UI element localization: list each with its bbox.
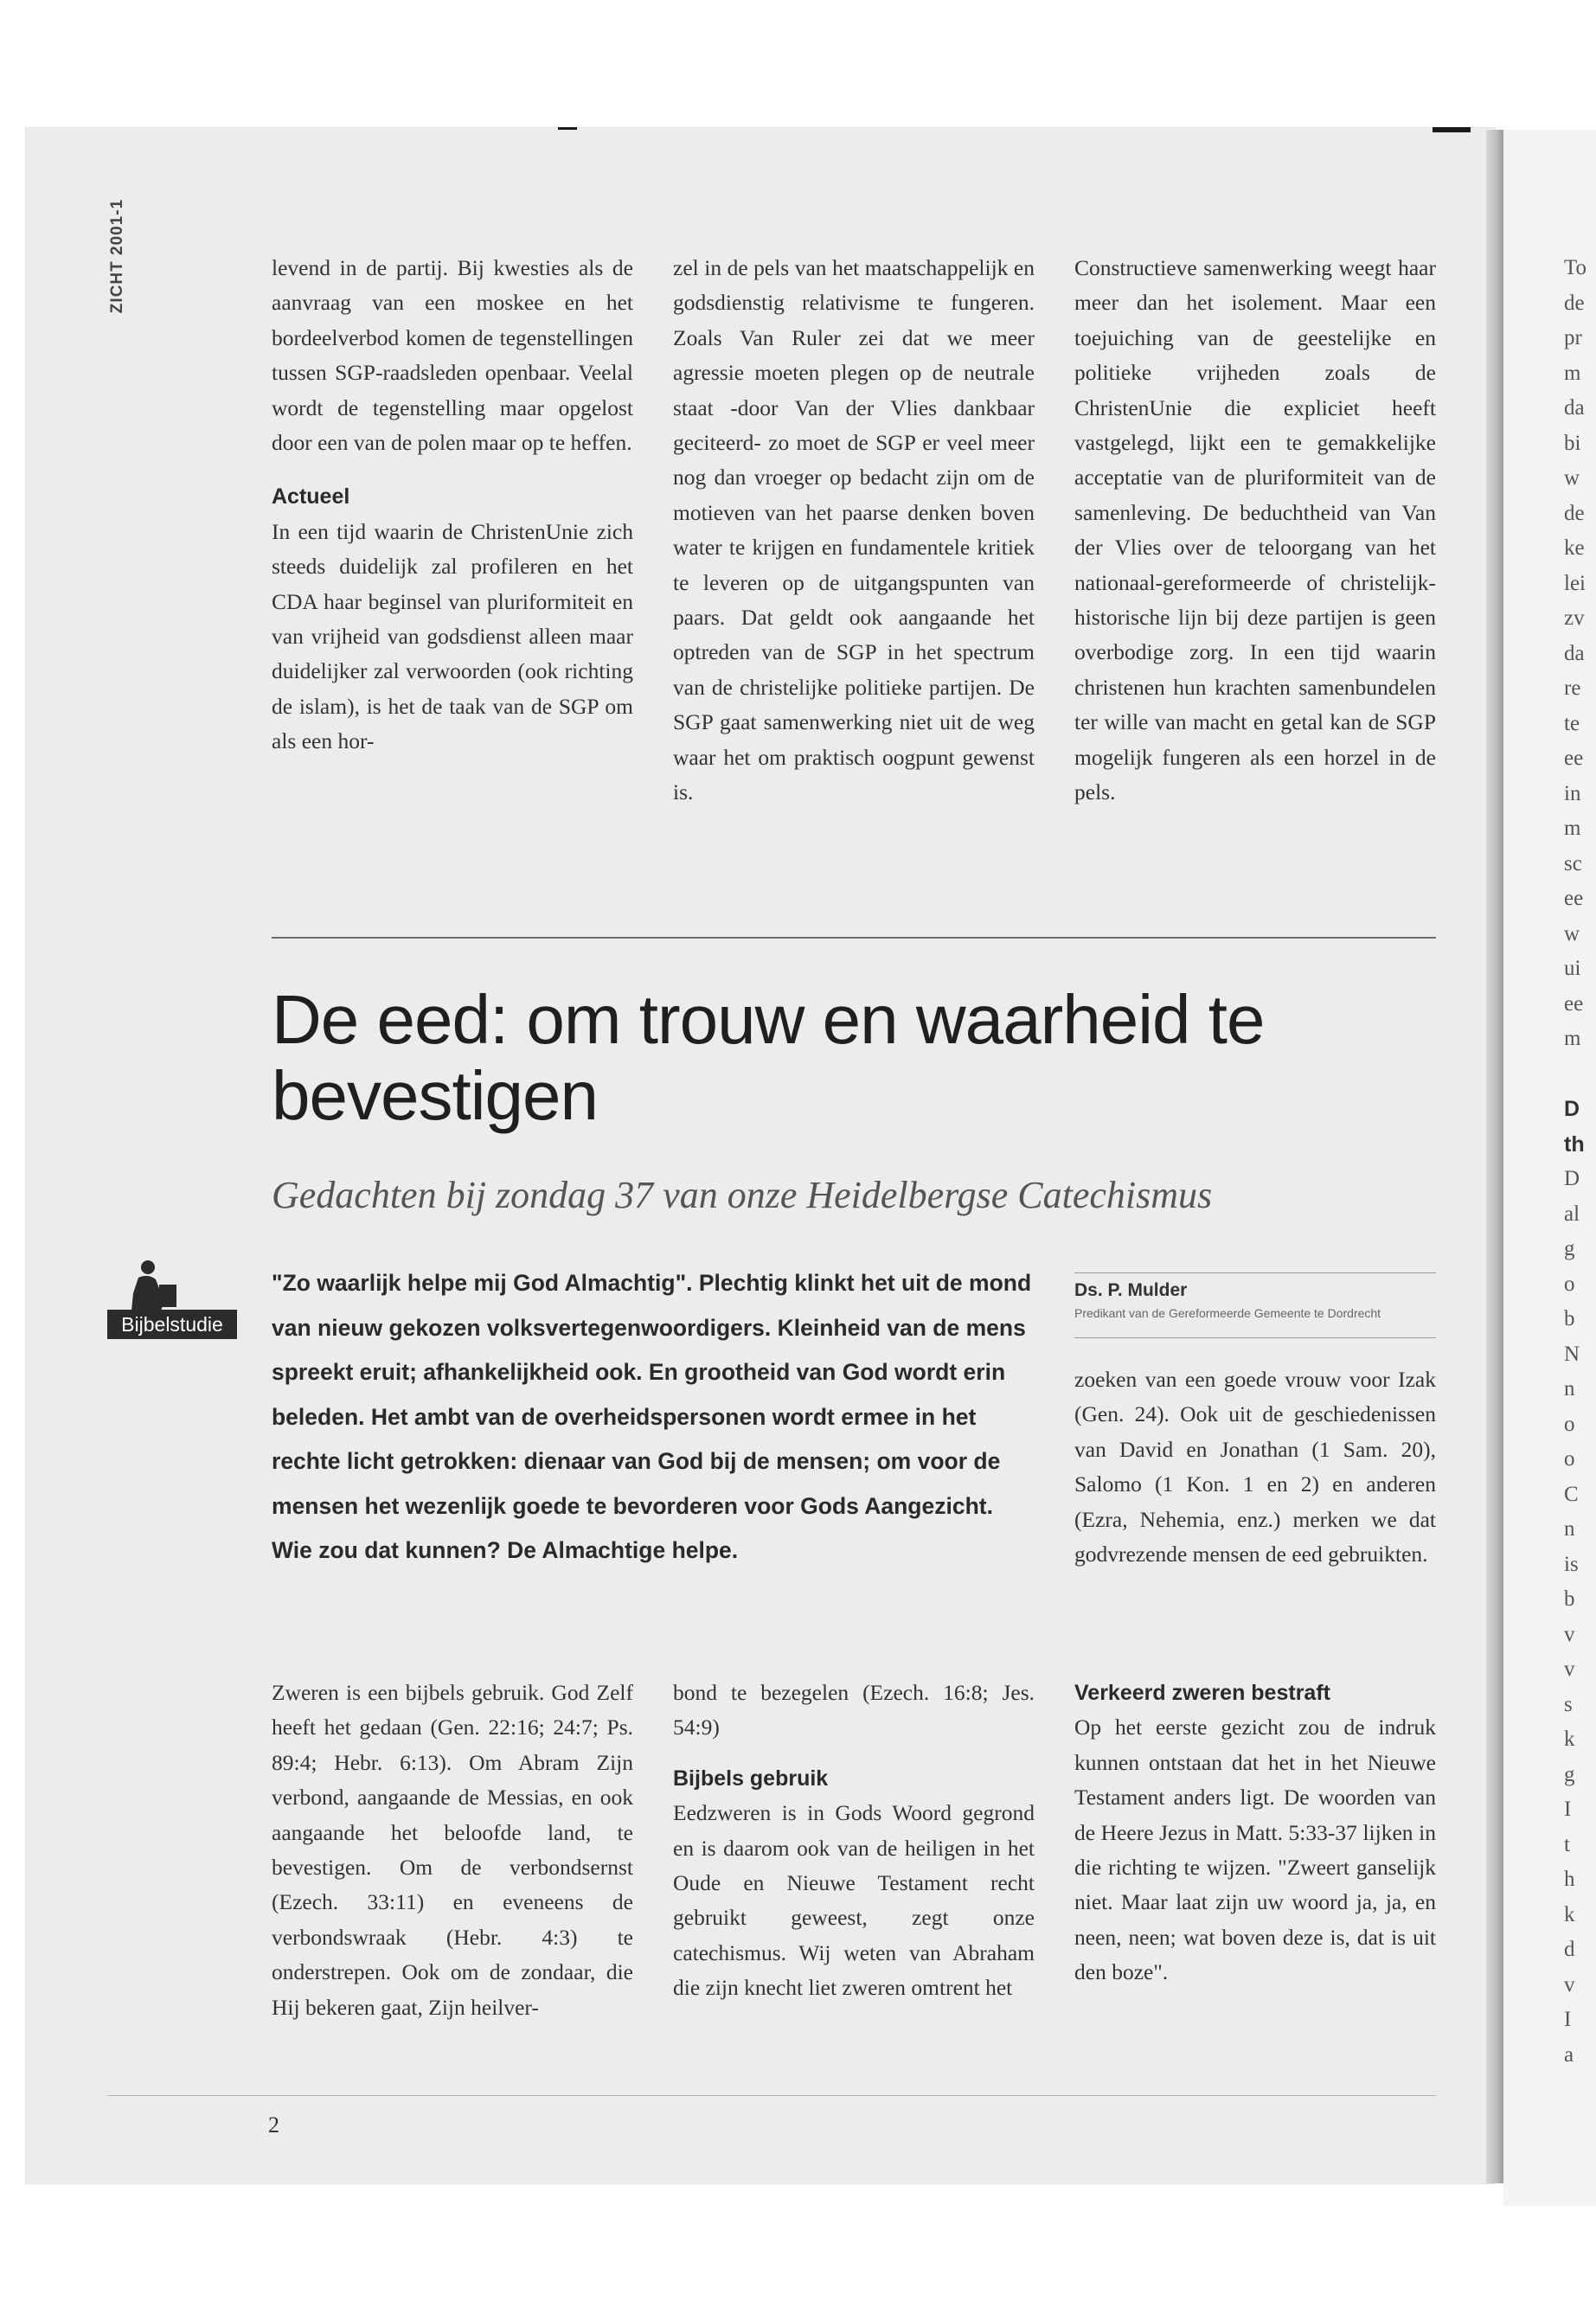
next-page-line: te [1564,711,1580,735]
next-page-line: th [1564,1131,1585,1157]
section-divider [272,937,1436,939]
next-page-line: o [1564,1412,1575,1436]
next-page-line: k [1564,1727,1575,1751]
author-block [1074,1280,1429,1320]
section-heading: Verkeerd zweren bestraft [1074,1681,1330,1705]
next-page-line: re [1564,676,1581,700]
print-mark [1433,127,1471,132]
next-page-line: C [1564,1482,1579,1506]
article-column-3-top [1074,1362,1436,1572]
article-subtitle: Gedachten bij zondag 37 van onze Heidelbergse Catechismus [272,1174,1213,1216]
next-page-line: n [1564,1517,1575,1541]
next-page-line: g [1564,1762,1575,1786]
next-page-line: al [1564,1202,1580,1226]
paragraph: In een tijd waarin de ChristenUnie zich steeds duidelijk zal profileren en het CDA haar beginsel van pluriformiteit en van vrijheid van godsdienst alleen maar duidelijker zal verwoorden (ook richting de islam), is het de taak van de SGP om als een hor- [272,518,633,754]
top-column-1 [272,251,633,760]
author-rule-bottom [1074,1337,1436,1338]
next-page-line: s [1564,1692,1573,1716]
next-page-line: da [1564,641,1585,665]
next-page-line: ee [1564,747,1584,770]
next-page-line: m [1564,1027,1581,1050]
next-page-line: ee [1564,991,1584,1016]
page-number: 2 [268,2112,279,2138]
article-column-3 [1074,1676,1436,1990]
next-page-line: t [1564,1832,1570,1856]
next-page-line: m [1564,361,1581,385]
paragraph: Zweren is een bijbels gebruik. God Zelf heeft het gedaan (Gen. 22:16; 24:7; Ps. 89:4; Hebr. 6:13). Om Abram Zijn verbond, aangaande de Messias, en ook aangaande het beloofde land, te bevestigen. Om de verbondsernst (Ezech. 33:11) en eveneens de verbondswraak (Hebr. 4:3) te onderstrepen. Ook om de zondaar, die Hij bekeren gaat, Zijn heilver- [272,1680,633,2020]
next-page-line: I [1564,2008,1572,2031]
paragraph: Constructieve samenwerking weegt haar meer dan het isolement. Maar een toejuiching van de geestelijke en politieke vrijheden zoals de ChristenUnie die expliciet heeft vastgelegd, lijkt een te gemakkelijke acceptatie van de pluriformiteit van de samenleving. De beduchtheid van Van der Vlies over de teloorgang van het nationaal-gereformeerde of christelijk-historische lijn bij deze partijen is geen overbodige zorg. In een tijd waarin christenen hun krachten samenbundelen ter wille van macht en getal kan de SGP mogelijk fungeren als een horzel in de pels. [1074,255,1436,805]
next-page-line: in [1564,781,1581,805]
print-mark [558,127,577,130]
top-column-3 [1074,251,1436,811]
next-page-line: D [1564,1167,1580,1190]
next-page-line: h [1564,1868,1575,1891]
next-page-line: b [1564,1587,1575,1611]
article-column-2 [673,1676,1035,2006]
next-page-line: ee [1564,887,1584,910]
next-page-line: sc [1564,851,1582,875]
next-page-line: D [1564,1097,1580,1121]
article-title: De eed: om trouw en waarheid te bevestigen [272,981,1265,1134]
next-page-line: k [1564,1902,1575,1926]
next-page-line: d [1564,1938,1575,1961]
next-page-line: lei [1564,571,1586,595]
paragraph: zoeken van een goede vrouw voor Izak (Gen. 24). Ook uit de geschiedenissen van David en Jonathan (1 Sam. 20), Salomo (1 Kon. 1 en 2) en anderen (Ezra, Nehemia, enz.) merken we dat godvrezende mensen de eed gebruikten. [1074,1367,1436,1567]
section-heading: Actueel [272,484,350,510]
paragraph: levend in de partij. Bij kwesties als de aanvraag van een moskee en het bordeelverbod komen de tegenstellingen tussen SGP-raadsleden openbaar. Veelal wordt de tegenstelling maar opgelost door een van de polen maar op te heffen. [272,255,633,456]
next-page-line: is [1564,1552,1579,1576]
footer-rule [107,2095,1436,2096]
reading-person-icon [126,1259,180,1312]
next-page-line: v [1564,1972,1575,1997]
next-page-line: b [1564,1307,1575,1330]
next-page-line: bi [1564,431,1581,455]
next-page-line: I [1564,1798,1572,1821]
next-page-line: ke [1564,536,1585,560]
badge-label: Bijbelstudie [107,1310,237,1339]
next-page-line: pr [1564,326,1582,349]
page-edge [1486,130,1503,2183]
section-heading: Bijbels gebruik [673,1766,829,1791]
next-page-line: v [1564,1657,1575,1681]
next-page-line: de [1564,291,1585,315]
next-page-line: v [1564,1622,1575,1646]
next-page-line: N [1564,1342,1580,1366]
next-page-line: o [1564,1447,1575,1471]
next-page-line: de [1564,501,1585,525]
article-intro: "Zo waarlijk helpe mij God Almachtig". Plechtig klinkt het uit de mond van nieuw gekozen volksvertegenwoordigers. Kleinheid van de mens spreekt eruit; afhankelijkheid ook. En grootheid van God wordt erin beleden. Het ambt van de overheidspersonen wordt ermee in het rechte licht getrokken: dienaar van God bij de mensen; om voor de mensen het wezenlijk goede te bevorderen voor Gods Aangezicht. Wie zou dat kunnen? De Almachtige helpe. [272,1270,1032,1563]
next-page-line: o [1564,1272,1575,1296]
top-column-2 [673,251,1035,811]
next-page-line: w [1564,466,1580,490]
next-page-line: da [1564,396,1585,420]
next-page-line: m [1564,817,1581,840]
next-page-line: n [1564,1377,1575,1400]
next-page-line: a [1564,2042,1574,2067]
next-page-line: ui [1564,957,1581,980]
next-page-line: w [1564,921,1580,945]
next-page-line [1564,1057,1596,1093]
author-name: Ds. P. Mulder [1074,1280,1188,1300]
next-page-text [1564,251,1596,2073]
next-page-line: g [1564,1237,1575,1260]
author-rule-top [1074,1272,1436,1273]
next-page-line: To [1564,256,1587,279]
side-label: ZICHT 2001-1 [108,198,126,314]
next-page-line: zv [1564,606,1585,630]
paragraph: bond te bezegelen (Ezech. 16:8; Jes. 54:9) [673,1680,1035,1740]
paragraph: Op het eerste gezicht zou de indruk kunnen ontstaan dat het in het Nieuwe Testament anders ligt. De woorden van de Heere Jezus in Matt. 5:33-37 lijken in die richting te wijzen. "Zweert ganselijk niet. Maar laat zijn uw woord ja, ja, en neen, neen; wat boven deze is, dat is uit den boze". [1074,1715,1436,1985]
author-role: Predikant van de Gereformeerde Gemeente te Dordrecht [1074,1306,1381,1320]
article-column-1 [272,1676,633,2025]
paragraph: zel in de pels van het maatschappelijk en godsdienstig relativisme te fungeren. Zoals Van Ruler zei dat we meer agressie moeten plegen op de neutrale staat -door Van der Vlies dankbaar geciteerd- zo moet de SGP er veel meer nog dan vroeger op bedacht zijn om de motieven van het paarse denken boven water te krijgen en fundamentele kritiek te leveren op de uitgangspunten van paars. Dat geldt ook aangaande het optreden van de SGP in het spectrum van de christelijke politieke partijen. De SGP gaat samenwerking niet uit de weg waar het om praktisch oogpunt gewenst is. [673,255,1035,805]
section-badge [107,1259,237,1354]
paragraph: Eedzweren is in Gods Woord gegrond en is daarom ook van de heiligen in het Oude en Nieuwe Testament recht gebruikt geweest, zegt onze catechismus. Wij weten van Abraham die zijn knecht liet zweren omtrent het [673,1800,1035,2001]
